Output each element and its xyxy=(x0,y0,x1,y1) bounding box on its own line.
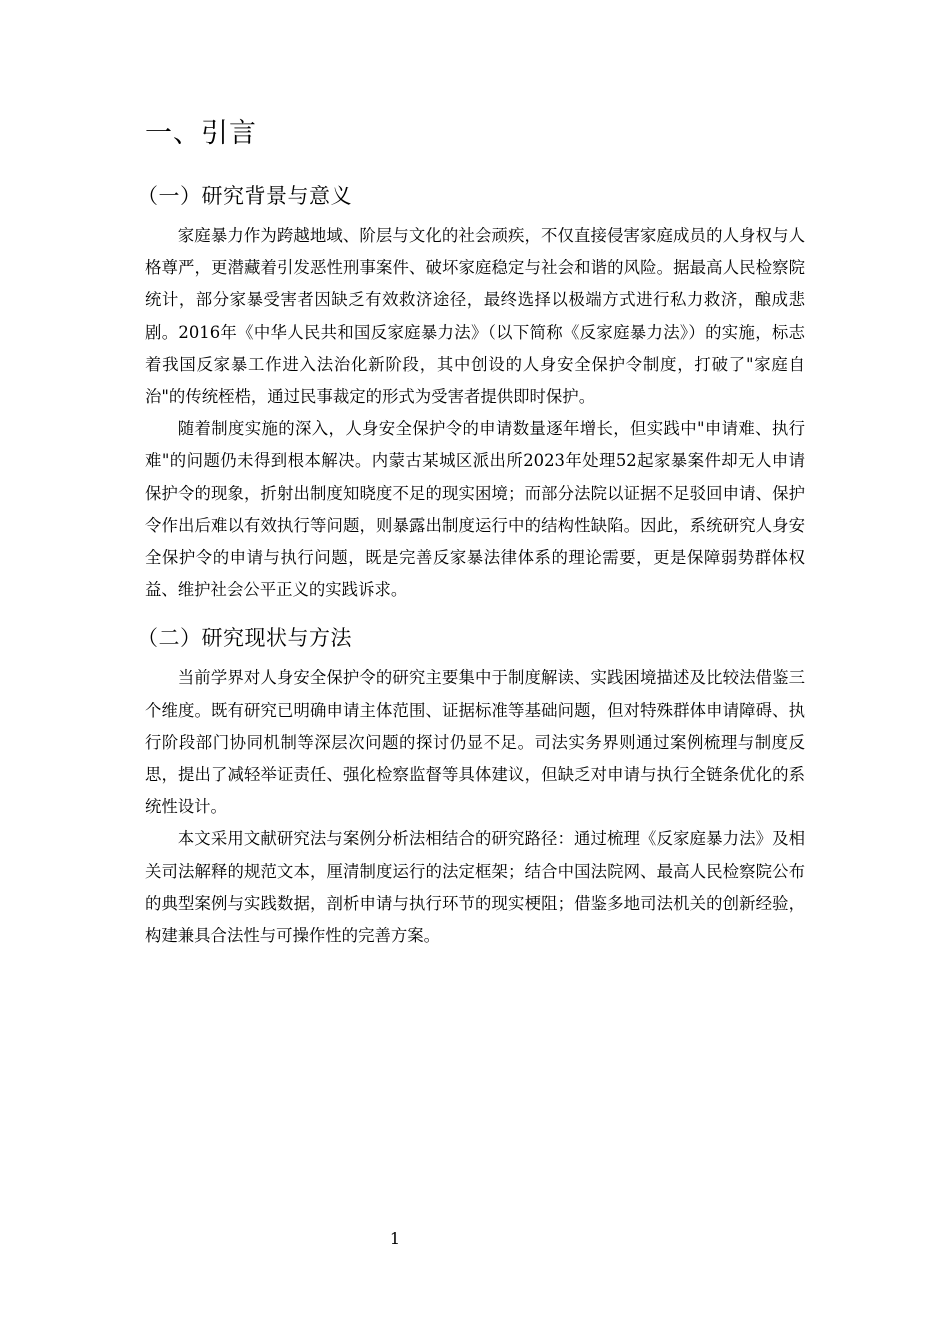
section-research-status-methods xyxy=(137,620,805,952)
section-title: （一）研究背景与意义 xyxy=(137,184,352,208)
body-paragraph: 随着制度实施的深入，人身安全保护令的申请数量逐年增长，但实践中"申请难、执行难"的问题仍未得到根本解决。内蒙古某城区派出所2023年处理52起家暴案件却无人申请保护令的现象，折射出制度知晓度不足的现实困境；而部分法院以证据不足驳回申请、保护令作出后难以有效执行等问题，则暴露出制度运行中的结构性缺陷。因此，系统研究人身安全保护令的申请与执行问题，既是完善反家暴法律体系的理论需要，更是保障弱势群体权益、维护社会公平正义的实践诉求。 xyxy=(145,419,805,600)
chapter-heading: 一、引言 xyxy=(145,118,257,149)
body-paragraph: 家庭暴力作为跨越地域、阶层与文化的社会顽疾，不仅直接侵害家庭成员的人身权与人格尊严，更潜藏着引发恶性刑事案件、破坏家庭稳定与社会和谐的风险。据最高人民检察院统计，部分家暴受害者因缺乏有效救济途径，最终选择以极端方式进行私力救济，酿成悲剧。2016年《中华人民共和国反家庭暴力法》（以下简称《反家庭暴力法》）的实施，标志着我国反家暴工作进入法治化新阶段，其中创设的人身安全保护令制度，打破了"家庭自治"的传统桎梏，通过民事裁定的形式为受害者提供即时保护。 xyxy=(145,226,805,407)
page-number: 1 xyxy=(389,1229,401,1248)
body-paragraph: 本文采用文献研究法与案例分析法相结合的研究路径：通过梳理《反家庭暴力法》及相关司法解释的规范文本，厘清制度运行的法定框架；结合中国法院网、最高人民检察院公布的典型案例与实践数据，剖析申请与执行环节的现实梗阻；借鉴多地司法机关的创新经验，构建兼具合法性与可操作性的完善方案。 xyxy=(145,829,805,946)
document-body xyxy=(137,112,805,952)
section-title: （二）研究现状与方法 xyxy=(137,626,352,651)
section-research-background xyxy=(137,178,805,606)
body-paragraph: 当前学界对人身安全保护令的研究主要集中于制度解读、实践困境描述及比较法借鉴三个维度。既有研究已明确申请主体范围、证据标准等基础问题，但对特殊群体申请障碍、执行阶段部门协同机制等深层次问题的探讨仍显不足。司法实务界则通过案例梳理与制度反思，提出了减轻举证责任、强化检察监督等具体建议，但缺乏对申请与执行全链条优化的系统性设计。 xyxy=(145,668,805,817)
